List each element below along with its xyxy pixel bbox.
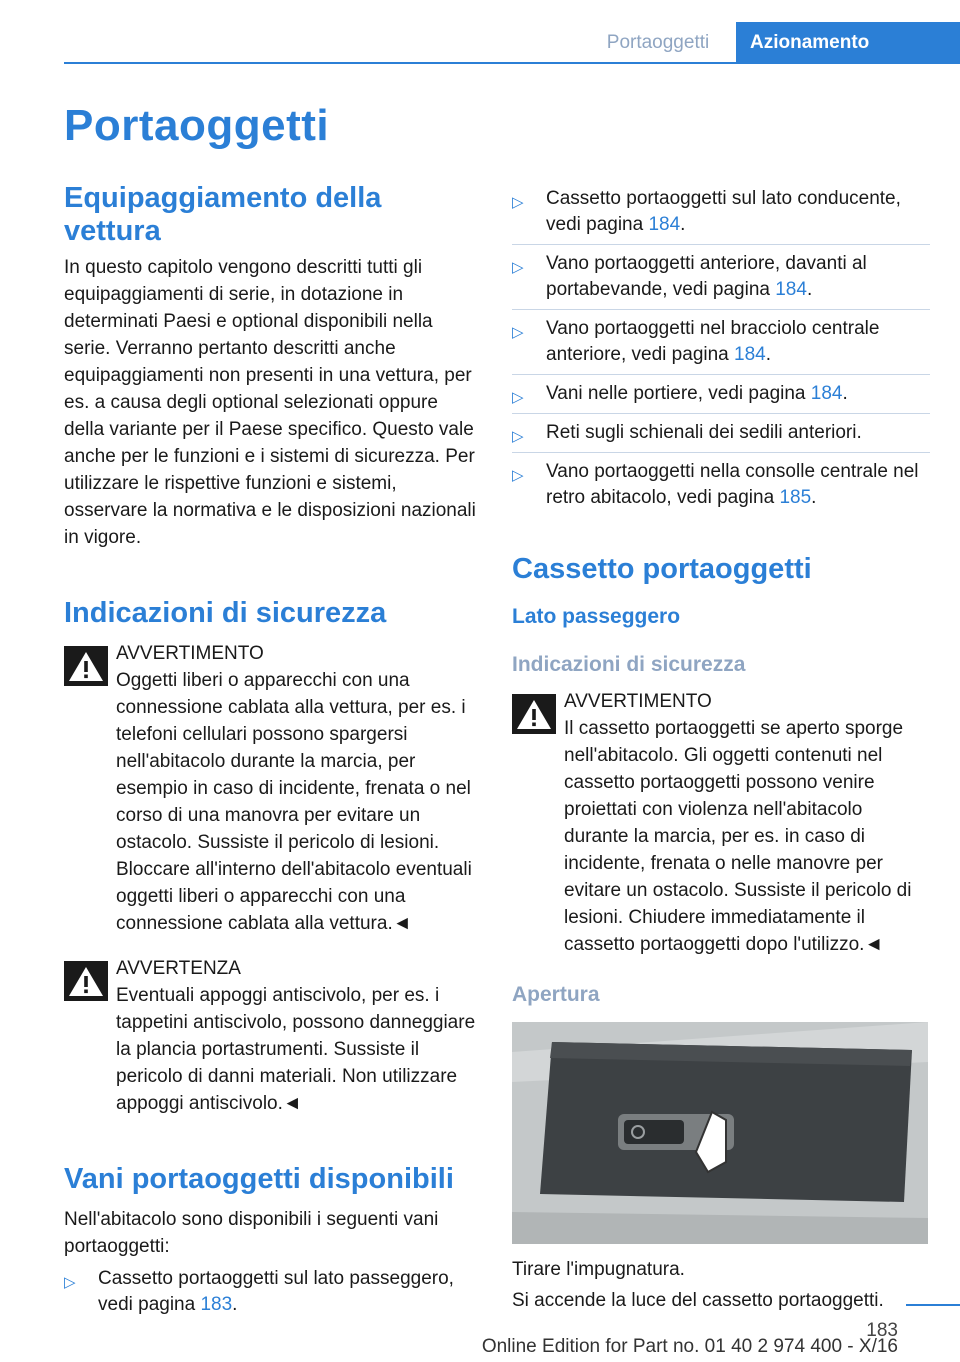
triangle-bullet-icon: ▷ (512, 428, 524, 445)
vani-list-continued (512, 186, 930, 511)
safety-subheading: Indicazioni di sicurezza (512, 653, 746, 676)
step-1: Tirare l'impugnatura. (512, 1259, 685, 1280)
list-item: ▷ Cassetto portaoggetti sul lato conducente, vedi pagina 184. (512, 186, 930, 245)
triangle-bullet-icon: ▷ (512, 194, 524, 211)
safety-heading: Indicazioni di sicurezza (64, 597, 387, 629)
vani-list (64, 1266, 482, 1318)
warning-title: AVVERTIMENTO (116, 643, 264, 664)
triangle-bullet-icon: ▷ (512, 467, 524, 484)
vani-heading: Vani portaoggetti disponibili (64, 1163, 454, 1195)
page-link[interactable]: 185 (779, 487, 812, 508)
vani-intro: Nell'abitacolo sono disponibili i seguenti vani portaoggetti: (64, 1209, 439, 1257)
equip-text: In questo capitolo vengono descritti tutti gli equipaggiamenti di serie, in dotazione in determinati Paesi e optional disponibili nella serie. Verranno pertanto descritti anche equipaggiamenti non presenti in una vettura, per es. a causa degli optional selezionati oppure della variante per il Paese specifico. Questo vale anche per le funzioni e i sistemi di sicurezza. Per utilizzare le rispettive funzioni e sistemi, osservare la normativa e le disposizioni nazionali in vigore. (64, 257, 476, 548)
list-item: ▷ Cassetto portaoggetti sul lato passeggero, vedi pagina 183. (64, 1268, 454, 1315)
lato-heading: Lato passeggero (512, 605, 681, 628)
list-item: ▷ Vano portaoggetti nel bracciolo centrale anteriore, vedi pagina 184. (512, 316, 930, 375)
warning-block-2 (64, 955, 482, 1117)
apertura-heading: Apertura (512, 983, 600, 1006)
footer-rule (906, 1304, 960, 1306)
left-column (64, 100, 482, 1318)
header-rule (64, 62, 960, 64)
page-link[interactable]: 184 (648, 214, 681, 235)
warning-triangle-icon (512, 694, 556, 734)
warning-text: Il cassetto portaoggetti se aperto sporge nell'abitacolo. Gli oggetti contenuti nel cassetto portaoggetti possono venire proiettati con violenza nell'abitacolo durante la marcia, per es. in caso di incidente, frenata o nelle manovre per evitare un ostacolo. Sussiste il pericolo di lesioni. Chiudere immediatamente il cassetto portaoggetti dopo l'utilizzo.◄ (564, 718, 912, 955)
page-link[interactable]: 184 (734, 344, 766, 365)
warning-text: Oggetti liberi o apparecchi con una connessione cablata alla vettura, per es. i telefoni cellulari possono spargersi nell'abitacolo durante la marcia, per esempio in caso di incidente, frenata o nel corso di una manovra per evitare un ostacolo. Sussiste il pericolo di lesioni. Bloccare all'interno dell'abitacolo eventuali oggetti liberi o apparecchi con una connessione cablata alla vettura.◄ (116, 670, 472, 934)
warning-triangle-icon (64, 961, 108, 1001)
page-title: Portaoggetti (64, 101, 330, 150)
right-column (512, 186, 930, 1314)
warning-text: Eventuali appoggi antiscivolo, per es. i tappetini antiscivolo, possono danneggiare la plancia portastrumenti. Sussiste il pericolo di danni materiali. Non utilizzare appoggi antiscivolo.◄ (116, 985, 476, 1114)
list-item: ▷ Reti sugli schienali dei sedili anteriori. (512, 420, 930, 453)
list-item: ▷ Vano portaoggetti anteriore, davanti al portabevande, vedi pagina 184. (512, 251, 930, 310)
step-2: Si accende la luce del cassetto portaoggetti. (512, 1290, 884, 1311)
warning-title: AVVERTENZA (116, 958, 241, 979)
warning-block-1 (64, 640, 482, 937)
edition-info: Online Edition for Part no. 01 40 2 974 400 - X/16 (481, 1336, 898, 1357)
glovebox-photo (512, 1022, 928, 1244)
cassetto-heading: Cassetto portaoggetti (512, 553, 812, 585)
triangle-bullet-icon: ▷ (512, 324, 524, 341)
warning-title: AVVERTIMENTO (564, 691, 712, 712)
header-tab-chapter[interactable]: Azionamento (736, 22, 960, 62)
page-link[interactable]: 184 (775, 279, 807, 300)
equip-heading: Equipaggiamento della vettura (64, 182, 382, 247)
page-number: 183 (866, 1320, 898, 1341)
warning-block-3 (512, 688, 930, 958)
glovebox-illustration (512, 1022, 928, 1244)
list-item: ▷ Vani nelle portiere, vedi pagina 184. (512, 381, 930, 414)
header-tab-section[interactable]: Portaoggetti (606, 32, 710, 53)
triangle-bullet-icon: ▷ (512, 259, 524, 276)
triangle-bullet-icon: ▷ (512, 389, 524, 406)
page-link[interactable]: 183 (200, 1294, 233, 1315)
list-item: ▷ Vano portaoggetti nella consolle centrale nel retro abitacolo, vedi pagina 185. (512, 461, 919, 508)
warning-triangle-icon (64, 646, 108, 686)
triangle-bullet-icon: ▷ (64, 1274, 76, 1291)
page-link[interactable]: 184 (810, 383, 843, 404)
